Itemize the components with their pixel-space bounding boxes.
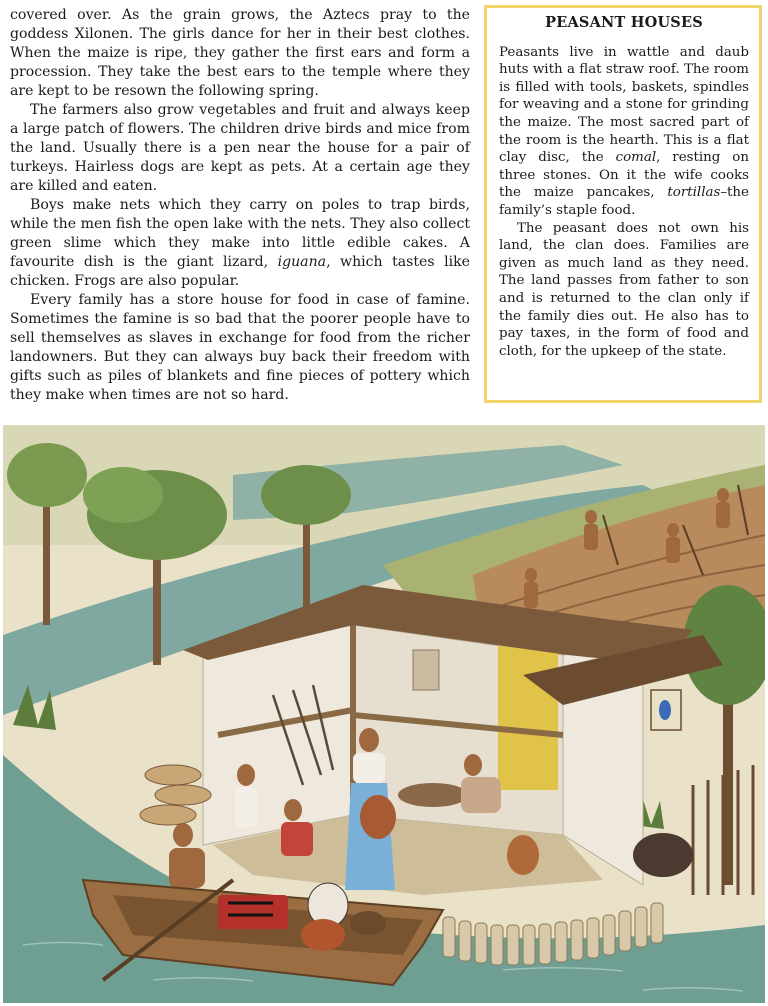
paragraph-nets xyxy=(10,196,470,291)
sidebar-paragraph-land: The peasant does not own his land, the clan does. Families are given as much land as they need. The land passes from father to son and is returned to the clan only if the family dies out. He also has to pay taxes, in the form of food and cloth, for the upkeep of the state. xyxy=(499,220,749,359)
term-iguana: iguana xyxy=(277,254,327,270)
sidebar-title: PEASANT HOUSES xyxy=(545,14,703,31)
sidebar-huts-text-a: Peasants live in wattle and daub huts with a flat straw roof. The room is filled with tools, baskets, spindles for weaving and a stone for grinding the maize. The most sacred part of the room is the hearth. This is a flat clay disc, the xyxy=(499,44,749,166)
sidebar-paragraph-huts xyxy=(499,44,749,220)
clay-pot xyxy=(507,835,539,875)
term-comal: comal xyxy=(615,150,657,166)
sidebar-huts-text-c: –the family’s staple food. xyxy=(499,185,749,218)
shrine-niche xyxy=(413,650,439,690)
water-jar xyxy=(360,795,396,839)
paragraph-nets-text-a: Boys make nets which they carry on poles to trap birds, while the men fish the open lake with the nets. They also collect green slime which they make into little edible cakes. A favourite dish is the giant lizard, xyxy=(10,197,470,270)
house-doorway xyxy=(498,640,558,790)
sidebar-huts-text-b: , resting on three stones. On it the wife cooks the maize pancakes, xyxy=(499,150,749,201)
paragraph-nets-text-b: , which tastes like chicken. Frogs are also popular. xyxy=(10,254,470,289)
aztec-peasant-house-illustration xyxy=(3,425,765,1003)
term-tortillas: tortillas xyxy=(667,185,721,201)
turkey xyxy=(633,833,693,877)
sidebar-peasant-houses xyxy=(484,5,762,403)
paragraph-farmers: The farmers also grow vegetables and fruit and always keep a large patch of flowers. The children drive birds and mice from the land. Usually there is a pen near the house for a pair of turkeys. Hairless dogs are kept as pets. At a certain age they are killed and eaten. xyxy=(10,102,470,194)
main-article-text xyxy=(10,6,470,405)
hearth-comal xyxy=(398,783,468,807)
paragraph-xilonen: covered over. As the grain grows, the Aztecs pray to the goddess Xilonen. The girls dance for her in their best clothes. When the maize is ripe, they gather the first ears and form a procession. They take the best ears to the temple where they are kept to be resown the following spring. xyxy=(10,7,470,99)
paragraph-famine: Every family has a store house for food in case of famine. Sometimes the famine is so bad that the poorer people have to sell themselves as slaves in exchange for food from the richer landowners. But they can always buy back their freedom with gifts such as piles of blankets and fine pieces of pottery which they make when times are not so hard. xyxy=(10,292,470,403)
